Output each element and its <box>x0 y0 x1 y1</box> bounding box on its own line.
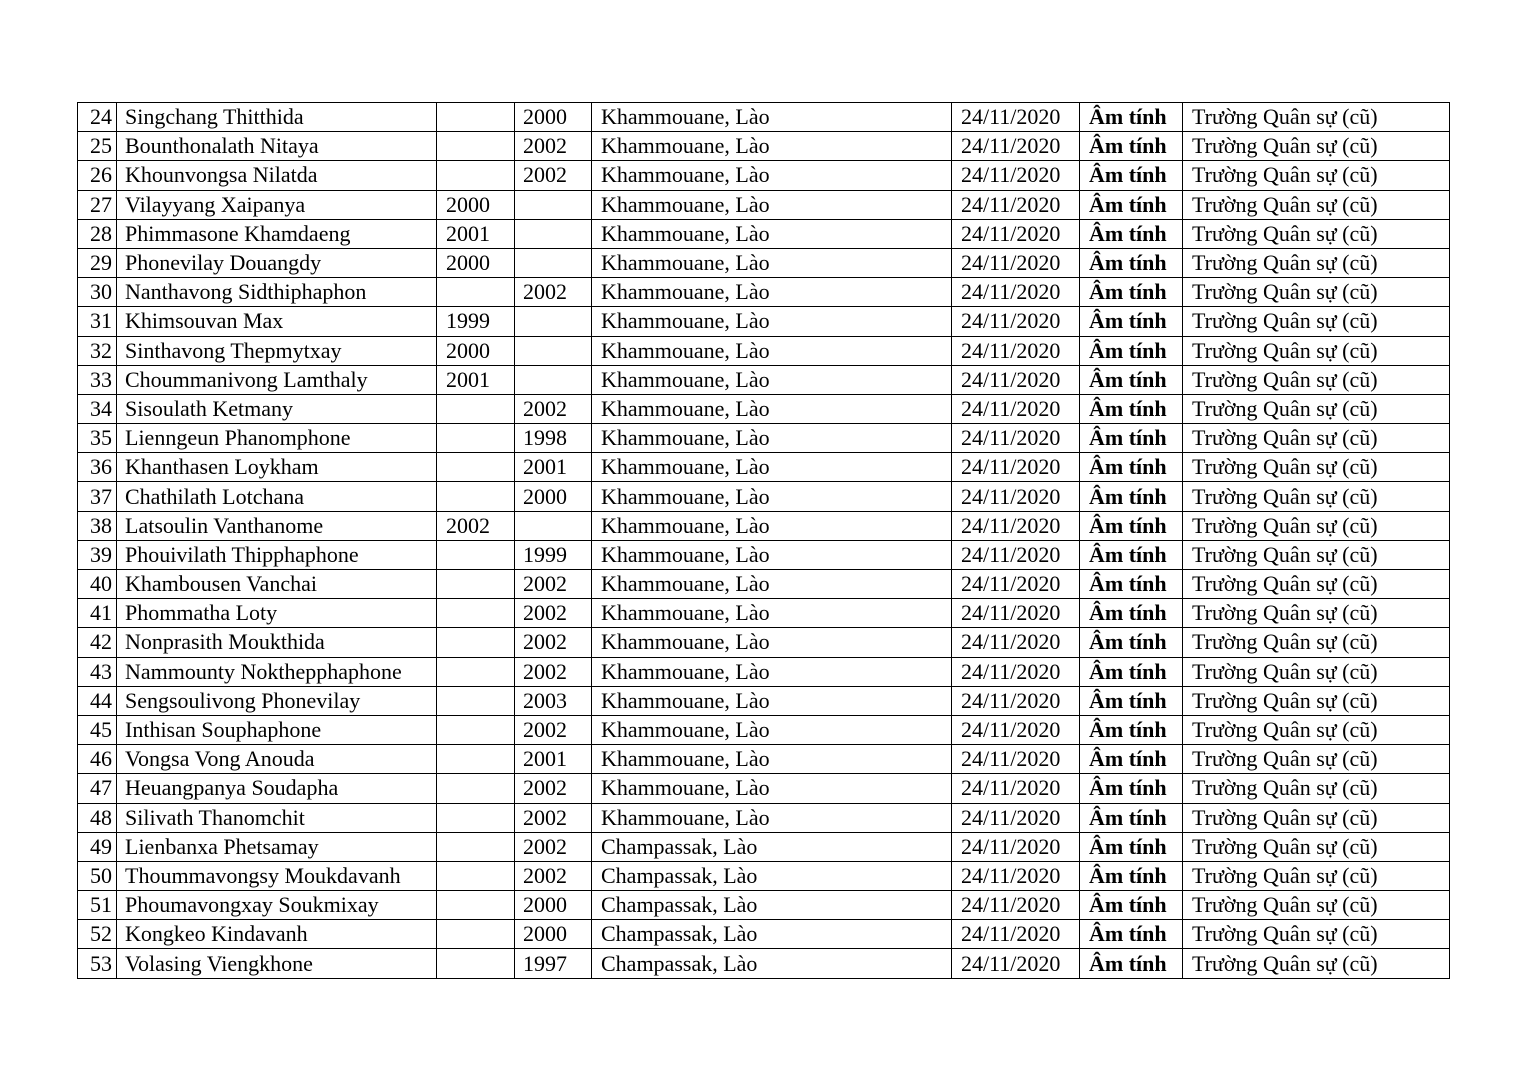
full-name-cell: Lienbanxa Phetsamay <box>117 832 437 861</box>
address-cell: Khammouane, Lào <box>592 336 952 365</box>
table-row <box>78 599 1450 628</box>
row-number-cell: 37 <box>78 482 117 511</box>
test-date-cell: 24/11/2020 <box>952 394 1080 423</box>
table-row <box>78 365 1450 394</box>
address-cell: Khammouane, Lào <box>592 803 952 832</box>
male-birth-year-cell <box>437 715 515 744</box>
male-birth-year-cell <box>437 570 515 599</box>
address-cell: Khammouane, Lào <box>592 774 952 803</box>
full-name-cell: Phoumavongxay Soukmixay <box>117 891 437 920</box>
male-birth-year-cell: 1999 <box>437 307 515 336</box>
row-number-cell: 30 <box>78 278 117 307</box>
table-row <box>78 307 1450 336</box>
row-number-cell: 36 <box>78 453 117 482</box>
row-number-cell: 32 <box>78 336 117 365</box>
address-cell: Khammouane, Lào <box>592 132 952 161</box>
table-row <box>78 219 1450 248</box>
quarantine-place-cell: Trường Quân sự (cũ) <box>1183 861 1450 890</box>
address-cell: Khammouane, Lào <box>592 219 952 248</box>
test-date-cell: 24/11/2020 <box>952 278 1080 307</box>
female-birth-year-cell: 2002 <box>515 803 592 832</box>
female-birth-year-cell <box>515 511 592 540</box>
quarantine-place-cell: Trường Quân sự (cũ) <box>1183 278 1450 307</box>
row-number-cell: 27 <box>78 190 117 219</box>
male-birth-year-cell: 2000 <box>437 248 515 277</box>
female-birth-year-cell: 2000 <box>515 891 592 920</box>
test-date-cell: 24/11/2020 <box>952 628 1080 657</box>
test-date-cell: 24/11/2020 <box>952 132 1080 161</box>
female-birth-year-cell: 2000 <box>515 482 592 511</box>
quarantine-place-cell: Trường Quân sự (cũ) <box>1183 365 1450 394</box>
test-result-cell: Âm tính <box>1080 832 1183 861</box>
female-birth-year-cell: 2002 <box>515 570 592 599</box>
male-birth-year-cell <box>437 278 515 307</box>
test-date-cell: 24/11/2020 <box>952 365 1080 394</box>
female-birth-year-cell: 2000 <box>515 103 592 132</box>
test-date-cell: 24/11/2020 <box>952 161 1080 190</box>
row-number-cell: 38 <box>78 511 117 540</box>
quarantine-place-cell: Trường Quân sự (cũ) <box>1183 219 1450 248</box>
test-date-cell: 24/11/2020 <box>952 482 1080 511</box>
row-number-cell: 46 <box>78 745 117 774</box>
address-cell: Khammouane, Lào <box>592 453 952 482</box>
quarantine-place-cell: Trường Quân sự (cũ) <box>1183 570 1450 599</box>
test-result-cell: Âm tính <box>1080 307 1183 336</box>
results-table <box>77 102 1450 979</box>
quarantine-place-cell: Trường Quân sự (cũ) <box>1183 920 1450 949</box>
test-date-cell: 24/11/2020 <box>952 219 1080 248</box>
address-cell: Khammouane, Lào <box>592 570 952 599</box>
row-number-cell: 35 <box>78 424 117 453</box>
male-birth-year-cell <box>437 394 515 423</box>
quarantine-place-cell: Trường Quân sự (cũ) <box>1183 248 1450 277</box>
table-row <box>78 511 1450 540</box>
male-birth-year-cell <box>437 774 515 803</box>
test-result-cell: Âm tính <box>1080 132 1183 161</box>
quarantine-place-cell: Trường Quân sự (cũ) <box>1183 336 1450 365</box>
row-number-cell: 24 <box>78 103 117 132</box>
female-birth-year-cell <box>515 336 592 365</box>
full-name-cell: Silivath Thanomchit <box>117 803 437 832</box>
test-date-cell: 24/11/2020 <box>952 424 1080 453</box>
quarantine-place-cell: Trường Quân sự (cũ) <box>1183 628 1450 657</box>
address-cell: Khammouane, Lào <box>592 424 952 453</box>
row-number-cell: 28 <box>78 219 117 248</box>
quarantine-place-cell: Trường Quân sự (cũ) <box>1183 453 1450 482</box>
quarantine-place-cell: Trường Quân sự (cũ) <box>1183 394 1450 423</box>
table-row <box>78 248 1450 277</box>
male-birth-year-cell <box>437 453 515 482</box>
test-result-cell: Âm tính <box>1080 949 1183 978</box>
full-name-cell: Phouivilath Thipphaphone <box>117 540 437 569</box>
table-body <box>78 103 1450 979</box>
test-result-cell: Âm tính <box>1080 424 1183 453</box>
full-name-cell: Vilayyang Xaipanya <box>117 190 437 219</box>
male-birth-year-cell <box>437 686 515 715</box>
full-name-cell: Kongkeo Kindavanh <box>117 920 437 949</box>
row-number-cell: 33 <box>78 365 117 394</box>
quarantine-place-cell: Trường Quân sự (cũ) <box>1183 161 1450 190</box>
address-cell: Khammouane, Lào <box>592 394 952 423</box>
table-row <box>78 920 1450 949</box>
test-date-cell: 24/11/2020 <box>952 103 1080 132</box>
test-result-cell: Âm tính <box>1080 599 1183 628</box>
male-birth-year-cell <box>437 161 515 190</box>
full-name-cell: Khimsouvan Max <box>117 307 437 336</box>
test-result-cell: Âm tính <box>1080 394 1183 423</box>
row-number-cell: 26 <box>78 161 117 190</box>
table-row <box>78 336 1450 365</box>
address-cell: Khammouane, Lào <box>592 278 952 307</box>
row-number-cell: 40 <box>78 570 117 599</box>
table-row <box>78 424 1450 453</box>
test-result-cell: Âm tính <box>1080 715 1183 744</box>
female-birth-year-cell: 2002 <box>515 132 592 161</box>
test-result-cell: Âm tính <box>1080 511 1183 540</box>
test-result-cell: Âm tính <box>1080 453 1183 482</box>
address-cell: Khammouane, Lào <box>592 715 952 744</box>
female-birth-year-cell: 2002 <box>515 832 592 861</box>
test-result-cell: Âm tính <box>1080 861 1183 890</box>
address-cell: Champassak, Lào <box>592 861 952 890</box>
address-cell: Khammouane, Lào <box>592 599 952 628</box>
male-birth-year-cell <box>437 103 515 132</box>
test-date-cell: 24/11/2020 <box>952 599 1080 628</box>
male-birth-year-cell: 2001 <box>437 365 515 394</box>
row-number-cell: 50 <box>78 861 117 890</box>
test-result-cell: Âm tính <box>1080 774 1183 803</box>
female-birth-year-cell: 1997 <box>515 949 592 978</box>
table-row <box>78 657 1450 686</box>
male-birth-year-cell <box>437 424 515 453</box>
full-name-cell: Sinthavong Thepmytxay <box>117 336 437 365</box>
full-name-cell: Volasing Viengkhone <box>117 949 437 978</box>
full-name-cell: Sisoulath Ketmany <box>117 394 437 423</box>
female-birth-year-cell: 1998 <box>515 424 592 453</box>
female-birth-year-cell: 2000 <box>515 920 592 949</box>
address-cell: Khammouane, Lào <box>592 628 952 657</box>
female-birth-year-cell: 1999 <box>515 540 592 569</box>
row-number-cell: 41 <box>78 599 117 628</box>
full-name-cell: Khanthasen Loykham <box>117 453 437 482</box>
row-number-cell: 45 <box>78 715 117 744</box>
male-birth-year-cell: 2000 <box>437 336 515 365</box>
table-row <box>78 715 1450 744</box>
female-birth-year-cell: 2002 <box>515 715 592 744</box>
address-cell: Khammouane, Lào <box>592 511 952 540</box>
test-date-cell: 24/11/2020 <box>952 570 1080 599</box>
address-cell: Khammouane, Lào <box>592 365 952 394</box>
table-row <box>78 394 1450 423</box>
male-birth-year-cell <box>437 949 515 978</box>
row-number-cell: 44 <box>78 686 117 715</box>
table-row <box>78 540 1450 569</box>
full-name-cell: Nonprasith Moukthida <box>117 628 437 657</box>
female-birth-year-cell: 2002 <box>515 861 592 890</box>
table-row <box>78 453 1450 482</box>
full-name-cell: Singchang Thitthida <box>117 103 437 132</box>
address-cell: Champassak, Lào <box>592 920 952 949</box>
test-result-cell: Âm tính <box>1080 570 1183 599</box>
male-birth-year-cell <box>437 832 515 861</box>
row-number-cell: 42 <box>78 628 117 657</box>
test-date-cell: 24/11/2020 <box>952 307 1080 336</box>
row-number-cell: 31 <box>78 307 117 336</box>
full-name-cell: Lienngeun Phanomphone <box>117 424 437 453</box>
female-birth-year-cell <box>515 219 592 248</box>
row-number-cell: 51 <box>78 891 117 920</box>
quarantine-place-cell: Trường Quân sự (cũ) <box>1183 540 1450 569</box>
test-date-cell: 24/11/2020 <box>952 920 1080 949</box>
test-result-cell: Âm tính <box>1080 686 1183 715</box>
table-row <box>78 686 1450 715</box>
test-result-cell: Âm tính <box>1080 161 1183 190</box>
table-row <box>78 949 1450 978</box>
test-result-cell: Âm tính <box>1080 219 1183 248</box>
full-name-cell: Khambousen Vanchai <box>117 570 437 599</box>
male-birth-year-cell <box>437 132 515 161</box>
address-cell: Khammouane, Lào <box>592 482 952 511</box>
address-cell: Khammouane, Lào <box>592 657 952 686</box>
test-result-cell: Âm tính <box>1080 540 1183 569</box>
quarantine-place-cell: Trường Quân sự (cũ) <box>1183 715 1450 744</box>
quarantine-place-cell: Trường Quân sự (cũ) <box>1183 745 1450 774</box>
row-number-cell: 43 <box>78 657 117 686</box>
quarantine-place-cell: Trường Quân sự (cũ) <box>1183 774 1450 803</box>
row-number-cell: 34 <box>78 394 117 423</box>
full-name-cell: Khounvongsa Nilatda <box>117 161 437 190</box>
female-birth-year-cell <box>515 307 592 336</box>
table-row <box>78 803 1450 832</box>
test-date-cell: 24/11/2020 <box>952 453 1080 482</box>
table-row <box>78 190 1450 219</box>
female-birth-year-cell: 2002 <box>515 161 592 190</box>
male-birth-year-cell <box>437 745 515 774</box>
test-result-cell: Âm tính <box>1080 482 1183 511</box>
male-birth-year-cell: 2000 <box>437 190 515 219</box>
address-cell: Khammouane, Lào <box>592 161 952 190</box>
female-birth-year-cell: 2001 <box>515 745 592 774</box>
full-name-cell: Heuangpanya Soudapha <box>117 774 437 803</box>
row-number-cell: 29 <box>78 248 117 277</box>
full-name-cell: Phimmasone Khamdaeng <box>117 219 437 248</box>
test-date-cell: 24/11/2020 <box>952 715 1080 744</box>
quarantine-place-cell: Trường Quân sự (cũ) <box>1183 132 1450 161</box>
address-cell: Khammouane, Lào <box>592 307 952 336</box>
female-birth-year-cell: 2003 <box>515 686 592 715</box>
full-name-cell: Bounthonalath Nitaya <box>117 132 437 161</box>
quarantine-place-cell: Trường Quân sự (cũ) <box>1183 686 1450 715</box>
female-birth-year-cell: 2002 <box>515 599 592 628</box>
row-number-cell: 39 <box>78 540 117 569</box>
table-row <box>78 832 1450 861</box>
full-name-cell: Sengsoulivong Phonevilay <box>117 686 437 715</box>
test-date-cell: 24/11/2020 <box>952 774 1080 803</box>
female-birth-year-cell <box>515 190 592 219</box>
female-birth-year-cell: 2002 <box>515 394 592 423</box>
test-result-cell: Âm tính <box>1080 803 1183 832</box>
row-number-cell: 53 <box>78 949 117 978</box>
address-cell: Champassak, Lào <box>592 832 952 861</box>
test-result-cell: Âm tính <box>1080 657 1183 686</box>
test-date-cell: 24/11/2020 <box>952 657 1080 686</box>
male-birth-year-cell: 2002 <box>437 511 515 540</box>
male-birth-year-cell <box>437 599 515 628</box>
test-date-cell: 24/11/2020 <box>952 190 1080 219</box>
female-birth-year-cell <box>515 248 592 277</box>
full-name-cell: Nammounty Nokthepphaphone <box>117 657 437 686</box>
test-date-cell: 24/11/2020 <box>952 248 1080 277</box>
female-birth-year-cell: 2002 <box>515 657 592 686</box>
quarantine-place-cell: Trường Quân sự (cũ) <box>1183 307 1450 336</box>
quarantine-place-cell: Trường Quân sự (cũ) <box>1183 511 1450 540</box>
table-row <box>78 570 1450 599</box>
test-result-cell: Âm tính <box>1080 336 1183 365</box>
full-name-cell: Phonevilay Douangdy <box>117 248 437 277</box>
female-birth-year-cell: 2002 <box>515 628 592 657</box>
full-name-cell: Phommatha Loty <box>117 599 437 628</box>
female-birth-year-cell: 2002 <box>515 774 592 803</box>
full-name-cell: Chathilath Lotchana <box>117 482 437 511</box>
male-birth-year-cell <box>437 861 515 890</box>
row-number-cell: 48 <box>78 803 117 832</box>
table-row <box>78 891 1450 920</box>
row-number-cell: 52 <box>78 920 117 949</box>
male-birth-year-cell <box>437 803 515 832</box>
test-result-cell: Âm tính <box>1080 190 1183 219</box>
full-name-cell: Choummanivong Lamthaly <box>117 365 437 394</box>
row-number-cell: 47 <box>78 774 117 803</box>
male-birth-year-cell <box>437 891 515 920</box>
male-birth-year-cell <box>437 628 515 657</box>
male-birth-year-cell <box>437 540 515 569</box>
test-date-cell: 24/11/2020 <box>952 949 1080 978</box>
full-name-cell: Latsoulin Vanthanome <box>117 511 437 540</box>
row-number-cell: 25 <box>78 132 117 161</box>
table-row <box>78 861 1450 890</box>
test-result-cell: Âm tính <box>1080 628 1183 657</box>
address-cell: Khammouane, Lào <box>592 686 952 715</box>
address-cell: Khammouane, Lào <box>592 190 952 219</box>
male-birth-year-cell <box>437 920 515 949</box>
test-result-cell: Âm tính <box>1080 278 1183 307</box>
table-row <box>78 628 1450 657</box>
test-date-cell: 24/11/2020 <box>952 891 1080 920</box>
quarantine-place-cell: Trường Quân sự (cũ) <box>1183 424 1450 453</box>
full-name-cell: Inthisan Souphaphone <box>117 715 437 744</box>
female-birth-year-cell: 2002 <box>515 278 592 307</box>
test-result-cell: Âm tính <box>1080 103 1183 132</box>
test-result-cell: Âm tính <box>1080 891 1183 920</box>
quarantine-place-cell: Trường Quân sự (cũ) <box>1183 599 1450 628</box>
table-row <box>78 161 1450 190</box>
address-cell: Champassak, Lào <box>592 891 952 920</box>
quarantine-place-cell: Trường Quân sự (cũ) <box>1183 949 1450 978</box>
male-birth-year-cell: 2001 <box>437 219 515 248</box>
test-result-cell: Âm tính <box>1080 248 1183 277</box>
quarantine-place-cell: Trường Quân sự (cũ) <box>1183 190 1450 219</box>
table-row <box>78 774 1450 803</box>
test-date-cell: 24/11/2020 <box>952 832 1080 861</box>
table-row <box>78 103 1450 132</box>
test-date-cell: 24/11/2020 <box>952 745 1080 774</box>
full-name-cell: Vongsa Vong Anouda <box>117 745 437 774</box>
table-row <box>78 278 1450 307</box>
test-result-cell: Âm tính <box>1080 365 1183 394</box>
table-row <box>78 482 1450 511</box>
address-cell: Khammouane, Lào <box>592 248 952 277</box>
test-date-cell: 24/11/2020 <box>952 540 1080 569</box>
test-date-cell: 24/11/2020 <box>952 803 1080 832</box>
test-date-cell: 24/11/2020 <box>952 336 1080 365</box>
test-result-cell: Âm tính <box>1080 920 1183 949</box>
table-row <box>78 745 1450 774</box>
table-row <box>78 132 1450 161</box>
male-birth-year-cell <box>437 657 515 686</box>
male-birth-year-cell <box>437 482 515 511</box>
full-name-cell: Thoummavongsy Moukdavanh <box>117 861 437 890</box>
test-date-cell: 24/11/2020 <box>952 686 1080 715</box>
quarantine-place-cell: Trường Quân sự (cũ) <box>1183 103 1450 132</box>
address-cell: Khammouane, Lào <box>592 103 952 132</box>
quarantine-place-cell: Trường Quân sự (cũ) <box>1183 482 1450 511</box>
quarantine-place-cell: Trường Quân sự (cũ) <box>1183 832 1450 861</box>
female-birth-year-cell: 2001 <box>515 453 592 482</box>
row-number-cell: 49 <box>78 832 117 861</box>
quarantine-place-cell: Trường Quân sự (cũ) <box>1183 803 1450 832</box>
quarantine-place-cell: Trường Quân sự (cũ) <box>1183 657 1450 686</box>
address-cell: Khammouane, Lào <box>592 745 952 774</box>
full-name-cell: Nanthavong Sidthiphaphon <box>117 278 437 307</box>
test-result-cell: Âm tính <box>1080 745 1183 774</box>
quarantine-place-cell: Trường Quân sự (cũ) <box>1183 891 1450 920</box>
test-date-cell: 24/11/2020 <box>952 511 1080 540</box>
address-cell: Champassak, Lào <box>592 949 952 978</box>
test-date-cell: 24/11/2020 <box>952 861 1080 890</box>
female-birth-year-cell <box>515 365 592 394</box>
address-cell: Khammouane, Lào <box>592 540 952 569</box>
